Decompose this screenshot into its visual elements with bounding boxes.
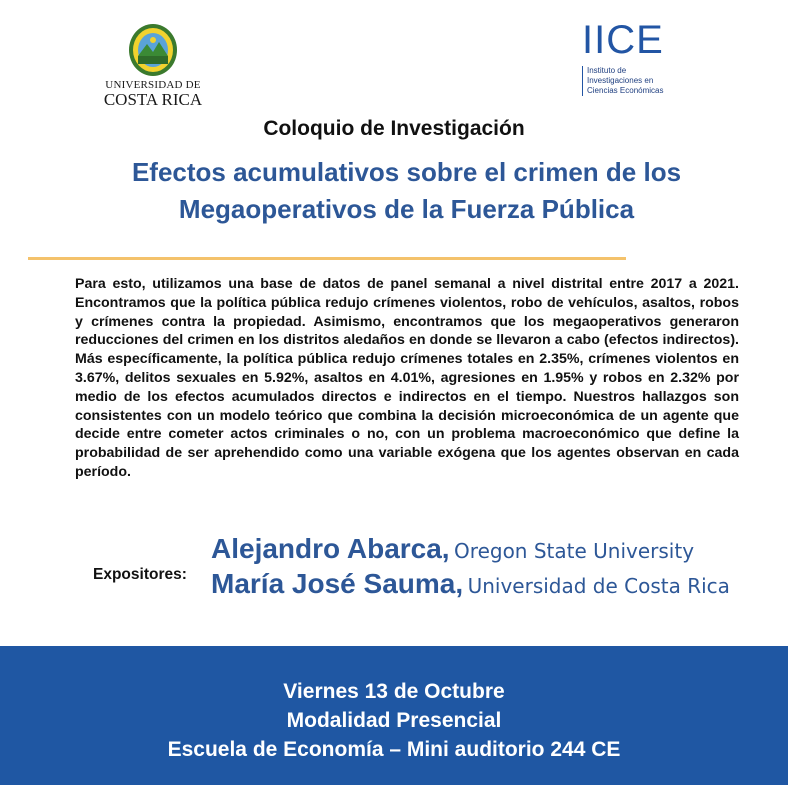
presenter-2	[211, 568, 730, 600]
iice-subtitle	[582, 66, 692, 96]
iice-logo	[582, 20, 692, 100]
presenters-label: Expositores:	[93, 566, 187, 583]
presenter-name: Alejandro Abarca,	[211, 533, 450, 564]
iice-subtitle-line3: Ciencias Económicas	[587, 86, 664, 95]
event-kicker: Coloquio de Investigación	[263, 117, 525, 140]
event-location: Escuela de Economía – Mini auditorio 244 CE	[167, 738, 621, 761]
iice-subtitle-line1: Instituto de	[587, 66, 627, 75]
iice-subtitle-line2: Investigaciones en	[587, 76, 654, 85]
talk-title	[0, 154, 788, 228]
iice-mark: IICE	[582, 18, 664, 62]
event-modality: Modalidad Presencial	[286, 709, 502, 732]
presenter-institution: Universidad de Costa Rica	[467, 574, 730, 598]
presenter-1	[211, 533, 694, 565]
presenter-institution: Oregon State University	[454, 539, 695, 563]
talk-title-line1: Efectos acumulativos sobre el crimen de los	[131, 157, 682, 187]
ucr-name-line1: UNIVERSIDAD DE	[105, 79, 201, 91]
title-divider	[28, 257, 626, 260]
ucr-name-line2: COSTA RICA	[103, 90, 203, 109]
abstract-text: Para esto, utilizamos una base de datos de panel semanal a nivel distrital entre 2017 a 2021. Encontramos que la política pública redujo crímenes violentos, robo de vehículos, asaltos, robos y crímenes contra la propiedad. Asimismo, encontramos que los megaoperativos generaron reducciones del crimen en los distritos aledaños en donde se llevaron a cabo (efectos indirectos). Más específicamente, la política pública redujo crímenes totales en 2.35%, crímenes violentos en 3.67%, delitos sexuales en 5.92%, asaltos en 4.01%, agresiones en 1.95% y robos en 2.32% por medio de los efectos acumulados directos e indirectos en el tiempo. Nuestros hallazgos son consistentes con un modelo teórico que combina la decisión microeconómica de un agente que decide entre cometer actos criminales o no, con un problema macroeconómico que define la probabilidad de ser aprehendido como una variable exógena que los agentes observan en cada período.	[75, 276, 739, 480]
talk-title-line2: Megaoperativos de la Fuerza Pública	[178, 194, 635, 224]
presenter-name: María José Sauma,	[211, 568, 464, 599]
ucr-seal-icon	[127, 22, 179, 78]
ucr-logo	[103, 22, 203, 112]
event-date: Viernes 13 de Octubre	[283, 680, 505, 703]
event-details-footer	[0, 646, 788, 785]
